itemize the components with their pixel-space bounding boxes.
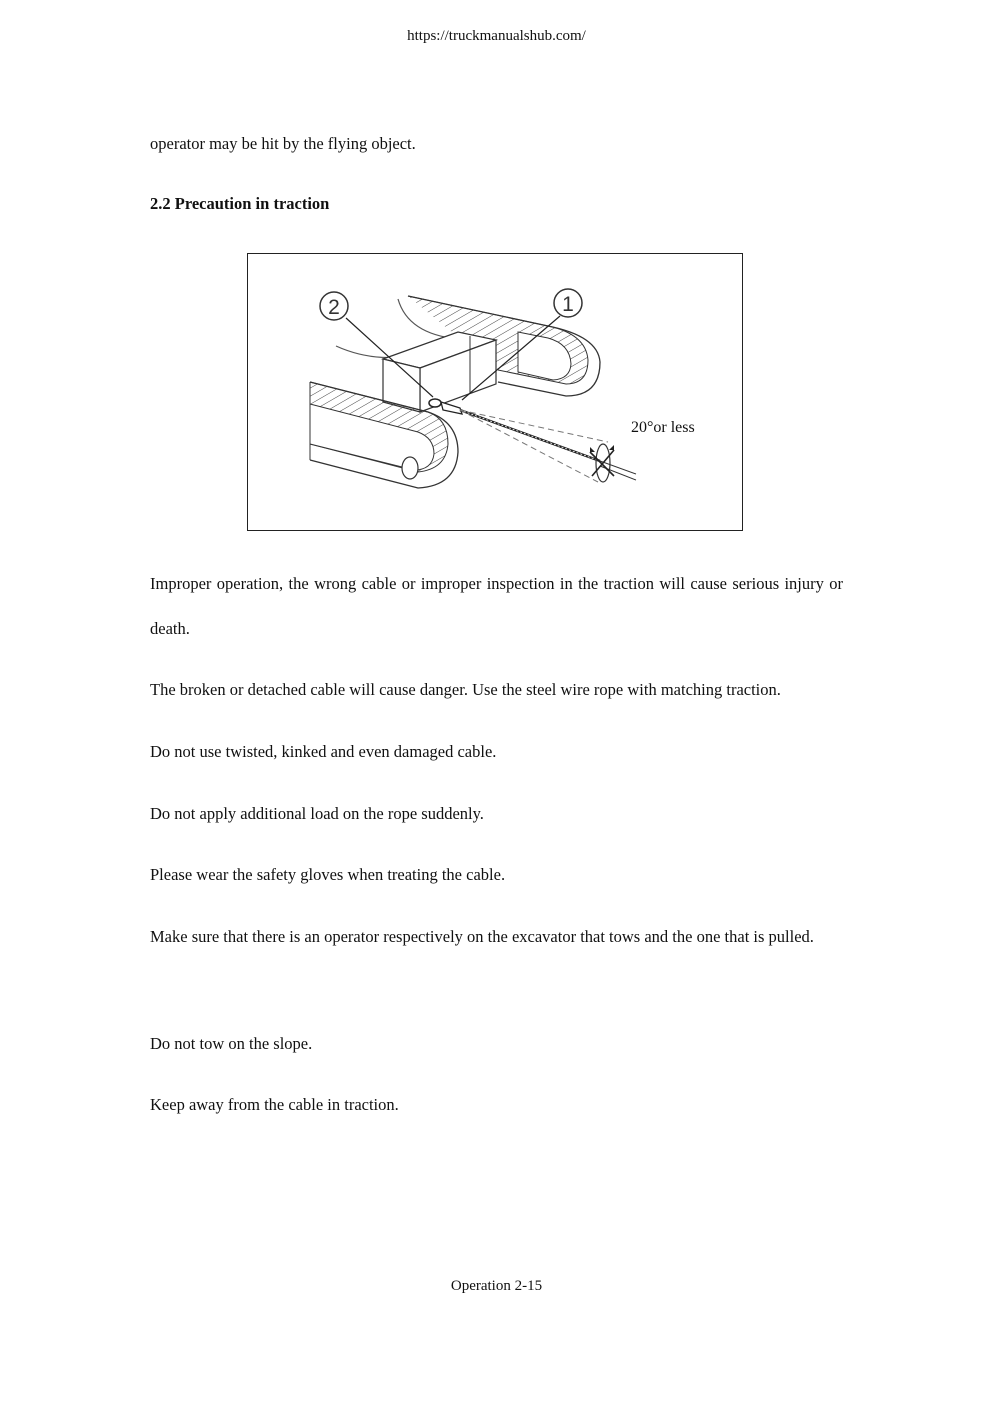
callout-1-label: 1 bbox=[562, 293, 574, 316]
header-url: https://truckmanualshub.com/ bbox=[407, 28, 586, 44]
angle-label: 20°or less bbox=[631, 419, 695, 436]
page-footer: Operation 2-15 bbox=[450, 1278, 543, 1294]
intro-text: operator may be hit by the flying object. bbox=[150, 134, 416, 153]
angle-cone bbox=[460, 410, 614, 482]
excavator-traction-illustration bbox=[248, 254, 744, 532]
paragraph-broken-cable: The broken or detached cable will cause danger. Use the steel wire rope with matching traction. bbox=[150, 680, 781, 699]
callout-2 bbox=[320, 292, 348, 320]
section-heading: 2.2 Precaution in traction bbox=[150, 194, 330, 213]
paragraph-operators: Make sure that there is an operator respectively on the excavator that tows and the one that is pulled. bbox=[150, 927, 814, 946]
paragraph-keep-away: Keep away from the cable in traction. bbox=[150, 1095, 399, 1114]
callout-2-label: 2 bbox=[328, 296, 340, 319]
paragraph-improper-operation: Improper operation, the wrong cable or improper inspection in the traction will cause serious injury or death. bbox=[150, 574, 843, 638]
paragraph-no-sudden-load: Do not apply additional load on the rope suddenly. bbox=[150, 804, 484, 823]
callout-1 bbox=[554, 289, 582, 317]
paragraph-safety-gloves: Please wear the safety gloves when treating the cable. bbox=[150, 865, 506, 884]
paragraph-no-damaged-cable: Do not use twisted, kinked and even damaged cable. bbox=[150, 742, 497, 761]
traction-figure bbox=[247, 253, 743, 531]
paragraph-no-slope: Do not tow on the slope. bbox=[150, 1034, 313, 1053]
